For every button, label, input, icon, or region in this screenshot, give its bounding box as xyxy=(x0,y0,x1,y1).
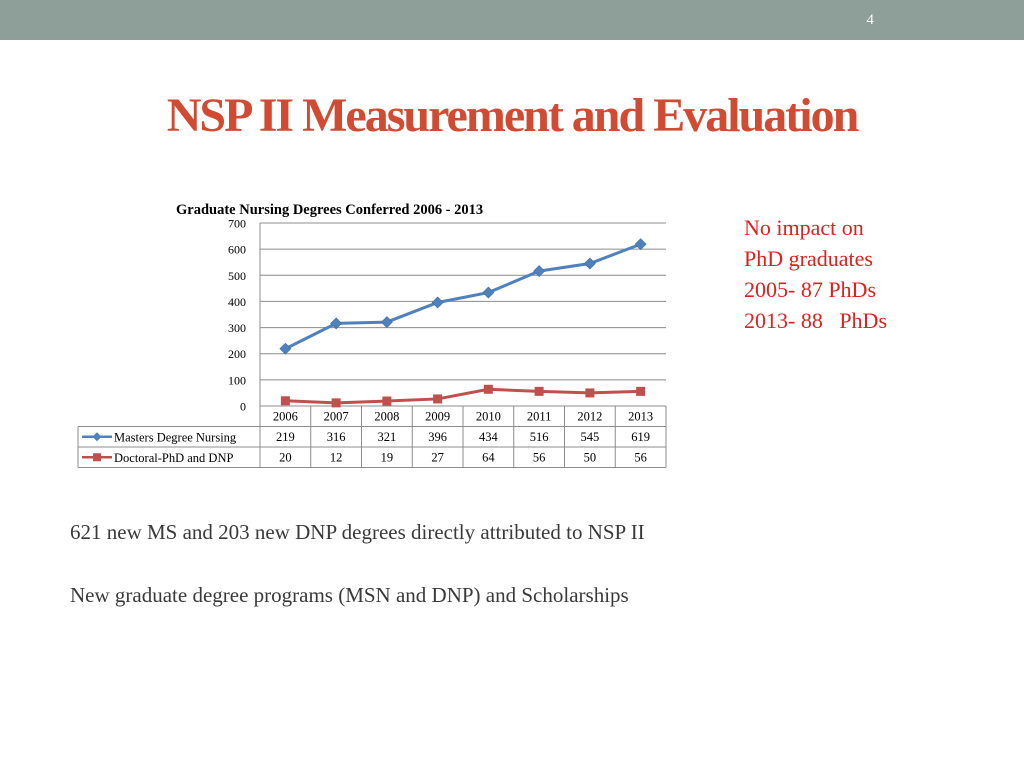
series-1-point-2007 xyxy=(332,398,341,407)
body-line-2: New graduate degree programs (MSN and DNP) and Scholarships xyxy=(70,583,629,607)
y-tick-label-400: 400 xyxy=(228,294,246,309)
note-line-4: 2013- 88 PhDs xyxy=(744,308,888,333)
top-bar xyxy=(0,0,1024,40)
y-tick-label-100: 100 xyxy=(228,373,246,388)
table-value-0-2011: 516 xyxy=(529,430,549,444)
x-tick-label-2012: 2012 xyxy=(577,409,603,424)
x-tick-label-2010: 2010 xyxy=(475,409,501,424)
series-1-point-2013 xyxy=(636,387,645,396)
table-value-1-2006: 20 xyxy=(279,450,292,465)
note-line-1: No impact on xyxy=(744,215,864,240)
x-tick-label-2011: 2011 xyxy=(526,409,552,424)
series-1-point-2008 xyxy=(382,397,391,406)
table-value-0-2009: 396 xyxy=(428,430,447,444)
table-value-0-2010: 434 xyxy=(479,430,498,444)
series-0-point-2013 xyxy=(635,239,646,250)
legend-marker-0 xyxy=(93,432,102,441)
x-tick-label-2007: 2007 xyxy=(323,409,349,424)
series-1-point-2012 xyxy=(585,388,594,397)
legend-label-1: Doctoral-PhD and DNP xyxy=(114,450,234,465)
series-1-point-2009 xyxy=(433,394,442,403)
series-0-point-2008 xyxy=(381,317,392,328)
y-tick-label-600: 600 xyxy=(228,242,246,257)
x-tick-label-2006: 2006 xyxy=(272,409,298,424)
y-tick-label-0: 0 xyxy=(240,399,246,414)
line-chart xyxy=(70,192,680,472)
y-tick-label-700: 700 xyxy=(228,216,246,231)
series-0-point-2012 xyxy=(584,258,595,269)
table-value-0-2008: 321 xyxy=(377,430,397,444)
body-line-1: 621 new MS and 203 new DNP degrees directly attributed to NSP II xyxy=(70,520,645,544)
note-line-3: 2005- 87 PhDs xyxy=(744,277,877,302)
series-0-point-2010 xyxy=(483,287,494,298)
y-tick-label-200: 200 xyxy=(228,347,246,362)
table-value-1-2008: 19 xyxy=(380,450,394,465)
table-value-1-2011: 56 xyxy=(532,450,546,465)
table-value-1-2007: 12 xyxy=(329,450,343,465)
legend-label-0: Masters Degree Nursing xyxy=(114,430,237,445)
series-1-point-2011 xyxy=(535,387,544,396)
x-tick-label-2008: 2008 xyxy=(374,409,400,424)
series-0-point-2006 xyxy=(280,343,291,354)
legend-marker-1 xyxy=(93,453,101,461)
x-tick-label-2013: 2013 xyxy=(628,409,654,424)
note-line-2: PhD graduates xyxy=(744,246,873,271)
slide-number: 4 xyxy=(866,12,874,28)
chart-title: Graduate Nursing Degrees Conferred 2006 - 2013 xyxy=(176,202,484,218)
table-value-0-2007: 316 xyxy=(326,430,346,444)
table-value-1-2013: 56 xyxy=(634,450,647,465)
y-tick-label-300: 300 xyxy=(228,321,246,336)
phd-note xyxy=(744,212,887,336)
table-value-1-2010: 64 xyxy=(482,450,495,465)
table-value-0-2006: 219 xyxy=(276,430,295,444)
table-value-1-2012: 50 xyxy=(583,450,597,465)
table-value-1-2009: 27 xyxy=(431,450,444,465)
chart xyxy=(70,192,680,472)
series-line-0 xyxy=(285,244,640,349)
x-tick-label-2009: 2009 xyxy=(425,409,451,424)
series-1-point-2010 xyxy=(484,385,493,394)
slide-title: NSP II Measurement and Evaluation xyxy=(166,89,858,142)
table-value-0-2013: 619 xyxy=(631,430,650,444)
y-tick-label-500: 500 xyxy=(228,268,246,283)
series-1-point-2006 xyxy=(281,396,290,405)
series-0-point-2009 xyxy=(432,297,443,308)
table-value-0-2012: 545 xyxy=(580,430,600,444)
